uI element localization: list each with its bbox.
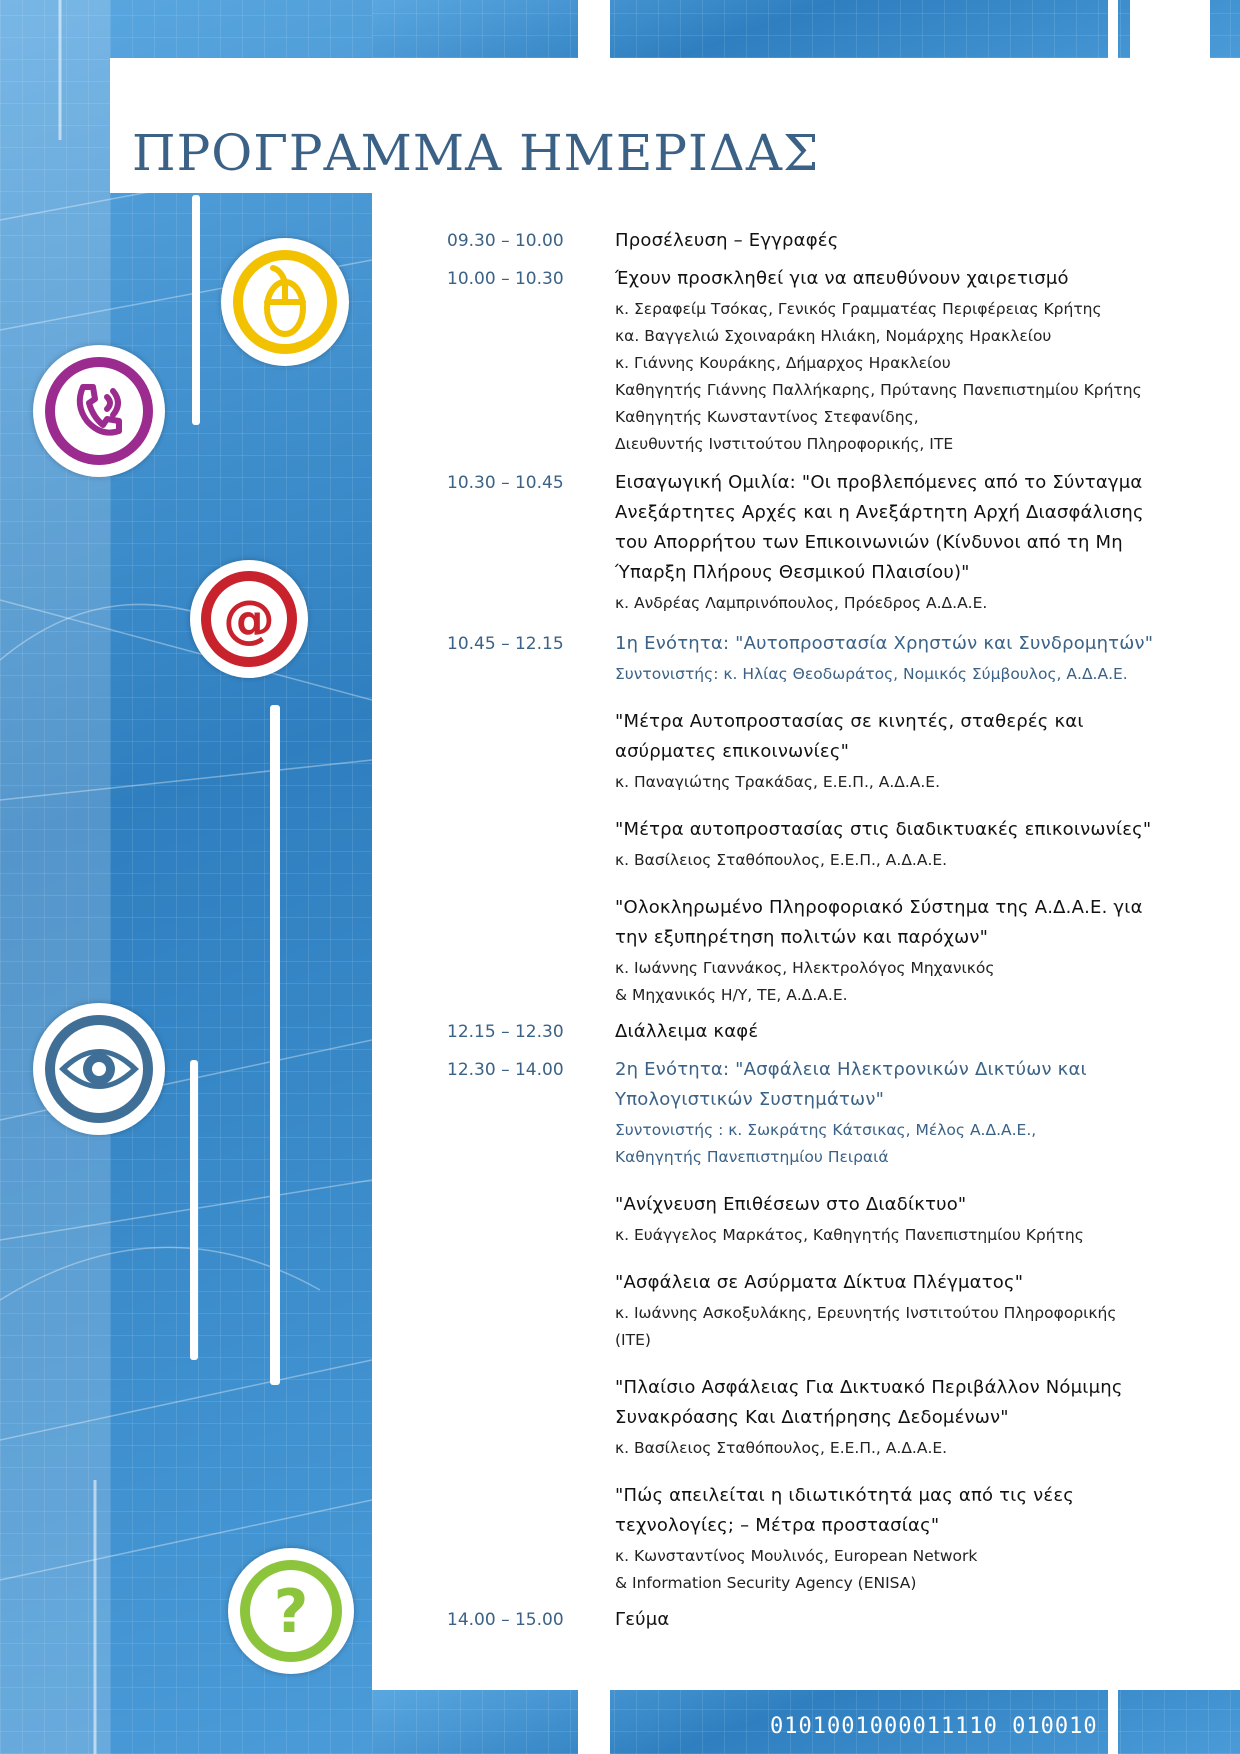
program-item	[615, 893, 1155, 1009]
program-list	[447, 226, 1154, 1635]
item-speaker: Συντονιστής: κ. Ηλίας Θεοδωράτος, Νομικός Σύμβουλος, Α.Δ.Α.Ε.	[615, 665, 1128, 683]
vertical-bar	[190, 1060, 198, 1360]
program-slot	[447, 1017, 1147, 1047]
question-icon	[228, 1548, 354, 1674]
band-gap	[1130, 0, 1210, 58]
band-gap	[578, 0, 610, 58]
item-speaker: κα. Βαγγελιώ Σχοιναράκη Ηλιάκη, Νομάρχης Ηρακλείου	[615, 327, 1052, 345]
item-topic: Γεύμα	[615, 1609, 670, 1630]
program-item	[615, 707, 1155, 796]
slot-time: 09.30 – 10.00	[447, 231, 564, 251]
vertical-bar	[270, 705, 280, 1385]
item-topic: 1η Ενότητα: "Αυτοπροστασία Χρηστών και Συνδρομητών"	[615, 633, 1154, 654]
phone-icon	[33, 345, 165, 477]
item-speaker: κ. Ευάγγελος Μαρκάτος, Καθηγητής Πανεπιστημίου Κρήτης	[615, 1226, 1084, 1244]
item-speaker: κ. Ανδρέας Λαμπρινόπουλος, Πρόεδρος Α.Δ.Α.Ε.	[615, 594, 988, 612]
program-slot	[447, 264, 1147, 458]
item-topic: 2η Ενότητα: "Ασφάλεια Ηλεκτρονικών Δικτύων και Υπολογιστικών Συστημάτων"	[615, 1059, 1087, 1110]
program-item	[615, 1017, 1155, 1047]
program-slot	[447, 226, 1147, 256]
mouse-icon	[221, 238, 349, 366]
program-item	[615, 1190, 1155, 1249]
program-item	[615, 468, 1155, 617]
item-speaker: κ. Σεραφείμ Τσόκας, Γενικός Γραμματέας Περιφέρειας Κρήτης	[615, 300, 1102, 318]
item-topic: Διάλλειμα καφέ	[615, 1021, 759, 1042]
program-item	[615, 1055, 1155, 1171]
band-gap	[1108, 0, 1118, 58]
slot-time: 10.45 – 12.15	[447, 634, 564, 654]
program-item	[615, 1373, 1155, 1462]
item-speaker: κ. Γιάννης Κουράκης, Δήμαρχος Ηρακλείου	[615, 354, 951, 372]
item-topic: "Ασφάλεια σε Ασύρματα Δίκτυα Πλέγματος"	[615, 1272, 1024, 1293]
slot-time: 14.00 – 15.00	[447, 1610, 564, 1630]
item-topic: "Μέτρα Αυτοπροστασίας σε κινητές, σταθερές και ασύρματες επικοινωνίες"	[615, 711, 1084, 762]
program-slot	[447, 629, 1154, 1009]
page-title: ΠΡΟΓΡΑΜΜΑ ΗΜΕΡΙΔΑΣ	[132, 124, 820, 182]
slot-time: 12.30 – 14.00	[447, 1060, 564, 1080]
item-speaker: Καθηγητής Γιάννης Παλλήκαρης, Πρύτανης Πανεπιστημίου Κρήτης	[615, 381, 1142, 399]
item-speaker: & Μηχανικός Η/Υ, ΤΕ, Α.Δ.Α.Ε.	[615, 986, 848, 1004]
program-slot	[447, 1605, 1147, 1635]
slot-time: 10.30 – 10.45	[447, 473, 564, 493]
item-topic: "Πώς απειλείται η ιδιωτικότητά μας από τις νέες τεχνολογίες; – Μέτρα προστασίας"	[615, 1485, 1075, 1536]
item-topic: "Ανίχνευση Επιθέσεων στο Διαδίκτυο"	[615, 1194, 967, 1215]
at-sign-icon	[190, 560, 308, 678]
item-topic: Προσέλευση – Εγγραφές	[615, 230, 839, 251]
item-speaker: Καθηγητής Κωνσταντίνος Στεφανίδης,	[615, 408, 919, 426]
item-topic: "Μέτρα αυτοπροστασίας στις διαδικτυακές επικοινωνίες"	[615, 819, 1152, 840]
item-speaker: & Information Security Agency (ENISA)	[615, 1574, 917, 1592]
item-topic: "Ολοκληρωμένο Πληροφοριακό Σύστημα της Α.Δ.Α.Ε. για την εξυπηρέτηση πολιτών και παρόχων"	[615, 897, 1143, 948]
program-item	[615, 226, 1155, 256]
program-item	[615, 264, 1155, 458]
vertical-bar	[192, 195, 200, 425]
item-topic: "Πλαίσιο Ασφάλειας Για Δικτυακό Περιβάλλον Νόμιμης Συνακρόασης Και Διατήρησης Δεδομένων"	[615, 1377, 1123, 1428]
footer-binary: 0101001000011110 010010	[770, 1714, 1098, 1739]
item-speaker: κ. Ιωάννης Ασκοξυλάκης, Ερευνητής Ινστιτούτου Πληροφορικής (ΙΤΕ)	[615, 1304, 1117, 1349]
program-item	[615, 815, 1155, 874]
item-speaker: κ. Βασίλειος Σταθόπουλος, Ε.Ε.Π., Α.Δ.Α.Ε.	[615, 851, 948, 869]
item-speaker: Καθηγητής Πανεπιστημίου Πειραιά	[615, 1148, 889, 1166]
item-topic: Έχουν προσκληθεί για να απευθύνουν χαιρετισμό	[615, 268, 1069, 289]
slot-time: 12.15 – 12.30	[447, 1022, 564, 1042]
item-speaker: κ. Κωνσταντίνος Μουλινός, European Network	[615, 1547, 978, 1565]
band-gap	[1108, 1690, 1118, 1754]
program-item	[615, 629, 1155, 688]
band-gap	[578, 1690, 610, 1754]
item-speaker: κ. Ιωάννης Γιαννάκος, Ηλεκτρολόγος Μηχανικός	[615, 959, 995, 977]
program-item	[615, 1268, 1155, 1354]
item-speaker: κ. Παναγιώτης Τρακάδας, Ε.Ε.Π., Α.Δ.Α.Ε.	[615, 773, 941, 791]
program-item	[615, 1605, 1155, 1635]
program-slot	[447, 468, 1147, 617]
item-speaker: Συντονιστής : κ. Σωκράτης Κάτσικας, Μέλος Α.Δ.Α.Ε.,	[615, 1121, 1037, 1139]
program-item	[615, 1481, 1155, 1597]
eye-icon	[33, 1003, 165, 1135]
item-speaker: Διευθυντής Ινστιτούτου Πληροφορικής, ΙΤΕ	[615, 435, 954, 453]
svg-text:?: ?	[273, 1577, 309, 1647]
program-slot	[447, 1055, 1147, 1597]
slot-time: 10.00 – 10.30	[447, 269, 564, 289]
item-topic: Εισαγωγική Ομιλία: "Οι προβλεπόμενες από το Σύνταγμα Ανεξάρτητες Αρχές και η Ανεξάρτητη Αρχή Διασφάλισης του Απορρήτου των Επικοινωνιών (Κίνδυνοι από τη Μη Ύπαρξη Πλήρους Θεσμικού Πλαισίου)"	[615, 472, 1144, 583]
item-speaker: κ. Βασίλειος Σταθόπουλος, Ε.Ε.Π., Α.Δ.Α.Ε.	[615, 1439, 948, 1457]
svg-text:@: @	[223, 590, 275, 650]
